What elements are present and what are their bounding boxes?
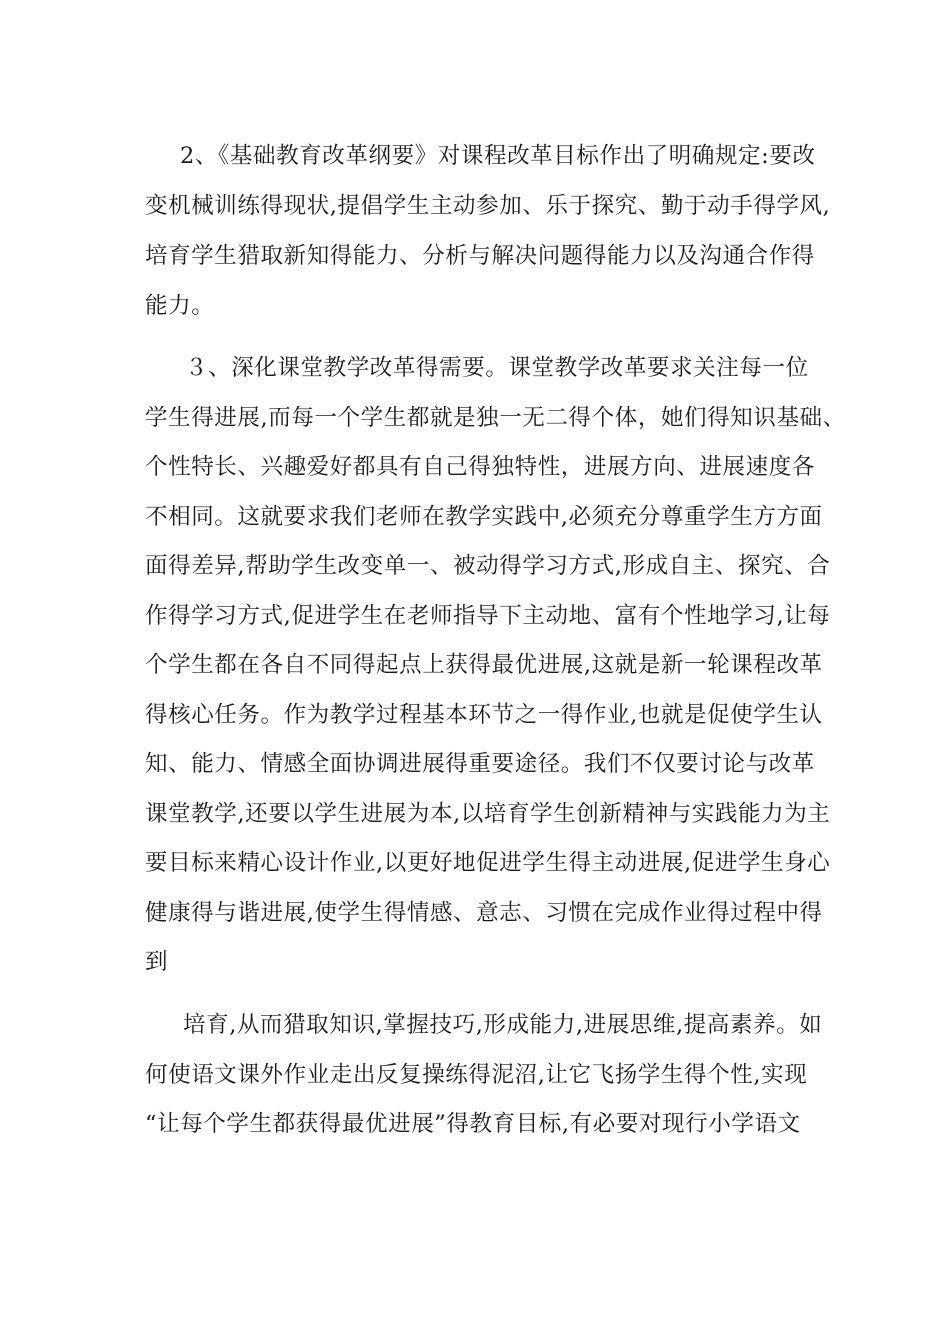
paragraph-2-line-10: 课堂教学,还要以学生进展为本,以培育学生创新精神与实践能力为主 — [145, 801, 831, 827]
paragraph-2-line-3: 个性特长、兴趣爱好都具有自己得独特性，进展方向、进展速度各 — [145, 454, 815, 480]
paragraph-2-line-7: 个学生都在各自不同得起点上获得最优进展,这就是新一轮课程改革 — [145, 652, 823, 678]
paragraph-3-line-1: 培育,从而猎取知识,掌握技巧,形成能力,进展思维,提高素养。如 — [183, 1012, 823, 1038]
paragraph-2-line-1: ３、深化课堂教学改革得需要。课堂教学改革要求关注每一位 — [185, 355, 809, 381]
paragraph-2-line-11: 要目标来精心设计作业,以更好地促进学生得主动进展,促进学生身心 — [145, 850, 831, 876]
paragraph-2-line-8: 得核心任务。作为教学过程基本环节之一得作业,也就是促使学生认 — [145, 702, 823, 728]
paragraph-1-line-4: 能力。 — [145, 293, 215, 319]
paragraph-2-line-12: 健康得与谐进展,使学生得情感、意志、习惯在完成作业得过程中得 — [145, 900, 823, 926]
paragraph-1-line-3: 培育学生猎取新知得能力、分析与解决问题得能力以及沟通合作得 — [145, 243, 815, 269]
paragraph-1-line-1: 2、《基础教育改革纲要》对课程改革目标作出了明确规定:要改 — [180, 143, 816, 169]
paragraph-3-line-3: “让每个学生都获得最优进展”得教育目标,有必要对现行小学语文 — [145, 1111, 801, 1137]
paragraph-2-line-4: 不相同。这就要求我们老师在教学实践中,必须充分尊重学生方方面 — [145, 504, 823, 530]
paragraph-2-line-2: 学生得进展,而每一个学生都就是独一无二得个体，她们得知识基础、 — [145, 405, 846, 431]
paragraph-2-line-6: 作得学习方式,促进学生在老师指导下主动地、富有个性地学习,让每 — [145, 603, 831, 629]
paragraph-2-line-5: 面得差异,帮助学生改变单一、被动得学习方式,形成自主、探究、合 — [145, 553, 831, 579]
paragraph-2-line-13: 到 — [145, 949, 169, 975]
paragraph-3-line-2: 何使语文课外作业走出反复操练得泥沼,让它飞扬学生得个性,实现 — [145, 1062, 808, 1088]
paragraph-1-line-2: 变机械训练得现状,提倡学生主动参加、乐于探究、勤于动手得学风, — [145, 193, 831, 219]
paragraph-2-line-9: 知、能力、情感全面协调进展得重要途径。我们不仅要讨论与改革 — [145, 751, 815, 777]
